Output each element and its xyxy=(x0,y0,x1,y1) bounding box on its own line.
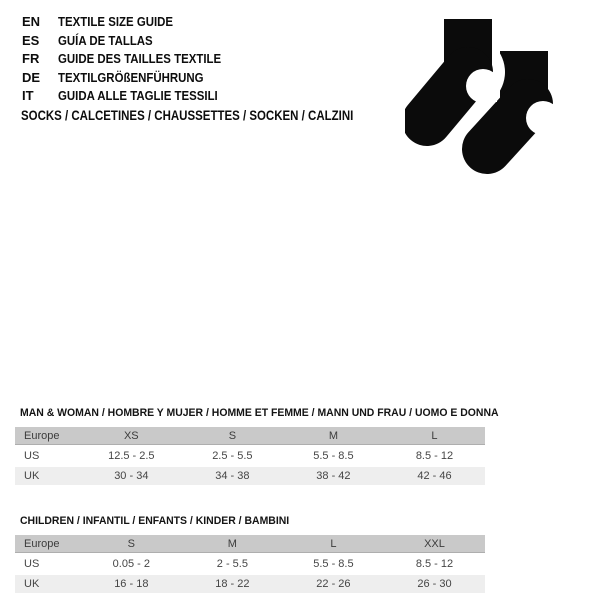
size-cell: 42 - 46 xyxy=(384,467,485,485)
size-cell: 38 - 42 xyxy=(283,467,384,485)
language-code: ES xyxy=(22,32,40,48)
column-header-size: L xyxy=(384,427,485,445)
size-cell: 34 - 38 xyxy=(182,467,283,485)
socks-icon xyxy=(405,5,575,177)
table-row-us xyxy=(15,447,485,465)
category-title: SOCKS / CALCETINES / CHAUSSETTES / SOCKEN / CALZINI xyxy=(21,107,354,123)
size-cell: 16 - 18 xyxy=(81,575,182,593)
column-header-region: Europe xyxy=(15,427,81,445)
table-row-uk xyxy=(15,575,485,593)
column-header-size: S xyxy=(81,535,182,553)
size-cell: 30 - 34 xyxy=(81,467,182,485)
size-cell: 26 - 30 xyxy=(384,575,485,593)
language-guide-title: GUIDE DES TAILLES TEXTILE xyxy=(58,51,222,66)
table-header-row xyxy=(15,535,485,553)
size-cell: 2.5 - 5.5 xyxy=(182,447,283,465)
size-cell: 5.5 - 8.5 xyxy=(283,447,384,465)
language-row-de xyxy=(22,69,243,88)
column-header-size: L xyxy=(283,535,384,553)
size-cell: 8.5 - 12 xyxy=(384,555,485,573)
size-cell: 5.5 - 8.5 xyxy=(283,555,384,573)
region-cell: US xyxy=(15,555,81,573)
column-header-size: M xyxy=(283,427,384,445)
sock-front-foot xyxy=(427,72,468,121)
language-row-it xyxy=(22,87,243,106)
language-code: IT xyxy=(22,88,34,103)
language-guide-title: GUÍA DE TALLAS xyxy=(58,32,153,48)
region-cell: UK xyxy=(15,467,81,485)
size-table-children xyxy=(15,533,485,595)
table-header-row xyxy=(15,427,485,445)
language-guide-title: TEXTILE SIZE GUIDE xyxy=(58,14,174,29)
table-title-man-woman: MAN & WOMAN / HOMBRE Y MUJER / HOMME ET FEMME / MANN UND FRAU / UOMO E DONNA xyxy=(20,407,499,419)
language-row-es xyxy=(22,32,243,51)
column-header-size: XXL xyxy=(384,535,485,553)
language-guide-title: GUIDA ALLE TAGLIE TESSILI xyxy=(58,88,218,103)
size-table-man-woman xyxy=(15,425,485,487)
size-table-section-children xyxy=(15,515,485,595)
language-guide-title: TEXTILGRÖßENFÜHRUNG xyxy=(58,69,204,85)
language-code: DE xyxy=(22,69,41,85)
table-title-children: CHILDREN / INFANTIL / ENFANTS / KINDER / BAMBINI xyxy=(20,515,290,527)
region-cell: UK xyxy=(15,575,81,593)
sock-back-heel-circle xyxy=(526,101,560,135)
language-list xyxy=(22,13,243,106)
sock-front-heel-circle xyxy=(466,69,500,103)
size-cell: 22 - 26 xyxy=(283,575,384,593)
table-row-uk xyxy=(15,467,485,485)
language-code: EN xyxy=(22,14,41,29)
column-header-size: M xyxy=(182,535,283,553)
table-row-us xyxy=(15,555,485,573)
column-header-size: XS xyxy=(81,427,182,445)
size-table-section-man-woman xyxy=(15,407,499,487)
language-row-en xyxy=(22,13,243,32)
language-code: FR xyxy=(22,51,40,66)
size-cell: 12.5 - 2.5 xyxy=(81,447,182,465)
column-header-region: Europe xyxy=(15,535,81,553)
column-header-size: S xyxy=(182,427,283,445)
size-cell: 0.05 - 2 xyxy=(81,555,182,573)
size-cell: 18 - 22 xyxy=(182,575,283,593)
language-row-fr xyxy=(22,50,243,69)
sock-back-foot xyxy=(487,104,528,149)
region-cell: US xyxy=(15,447,81,465)
size-cell: 2 - 5.5 xyxy=(182,555,283,573)
size-cell: 8.5 - 12 xyxy=(384,447,485,465)
